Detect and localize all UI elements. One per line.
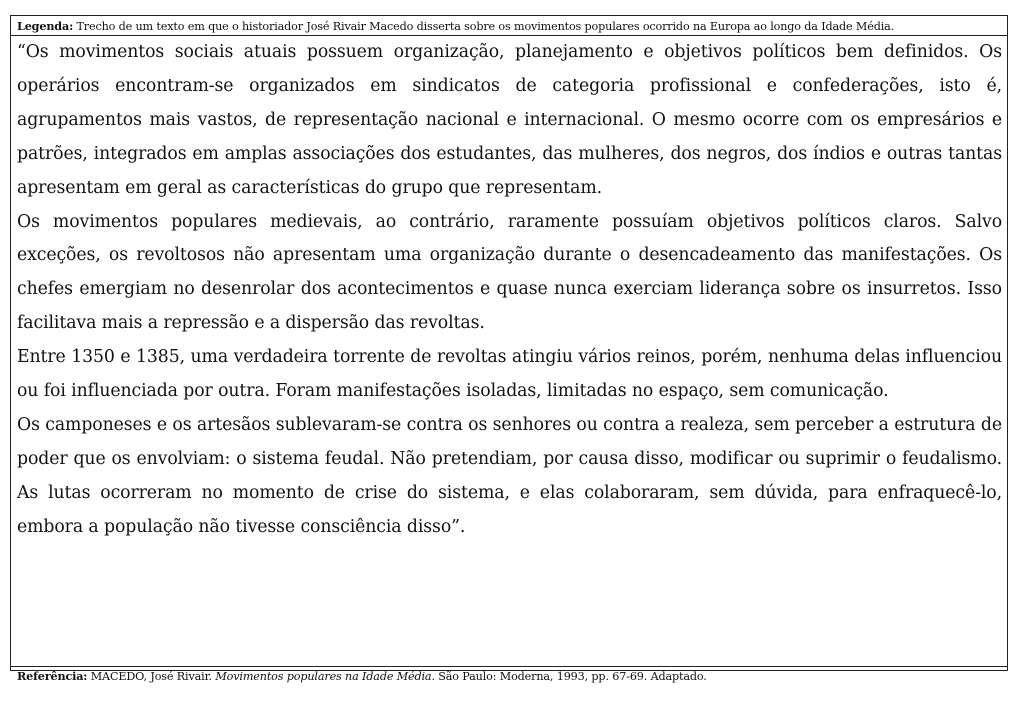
- document-frame: [10, 15, 1008, 683]
- paragraph-1: “Os movimentos sociais atuais possuem organização, planejamento e objetivos políticos bem definidos. Os operários encontram-se organizados em sindicatos de categoria profissional e confederações, isto é, agrupamentos mais vastos, de representação nacional e internacional. O mesmo ocorre com os empresários e patrões, integrados em amplas associações dos estudantes, das mulheres, dos negros, dos índios e outras tantas apresentam em geral as características do grupo que representam.: [17, 42, 1002, 198]
- reference-title: Movimentos populares na Idade Média: [215, 670, 432, 683]
- legend-label: Legenda:: [17, 19, 74, 33]
- paragraph-2: Os movimentos populares medievais, ao contrário, raramente possuíam objetivos políticos claros. Salvo exceções, os revoltosos não apresentam uma organização durante o desencadeamento das manifestações. Os chefes emergiam no desenrolar dos acontecimentos e quase nunca exerciam liderança sobre os insurretos. Isso facilitava mais a repressão e a dispersão das revoltas.: [17, 211, 1002, 334]
- reference-row: [11, 666, 1007, 684]
- reference-publication: . São Paulo: Moderna, 1993, pp. 67-69. Adaptado.: [431, 670, 707, 683]
- paragraph-3: Entre 1350 e 1385, uma verdadeira torrente de revoltas atingiu vários reinos, porém, nenhuma delas influenciou ou foi influenciada por outra. Foram manifestações isoladas, limitadas no espaço, sem comunicação.: [17, 347, 1002, 402]
- paragraph-4: Os camponeses e os artesãos sublevaram-se contra os senhores ou contra a realeza, sem perceber a estrutura de poder que os envolviam: o sistema feudal. Não pretendiam, por causa disso, modificar ou suprimir o feudalismo. As lutas ocorreram no momento de crise do sistema, e elas colaboraram, sem dúvida, para enfraquecê-lo, embora a população não tivesse consciência disso”.: [17, 414, 1002, 537]
- reference-author: MACEDO, José Rivair.: [90, 670, 212, 683]
- legend-row: [11, 16, 1007, 36]
- legend-text: Trecho de um texto em que o historiador José Rivair Macedo disserta sobre os movimentos populares ocorrido na Europa ao longo da Idade Média.: [76, 20, 895, 33]
- quote-body: [11, 36, 1007, 666]
- reference-label: Referência:: [17, 669, 88, 683]
